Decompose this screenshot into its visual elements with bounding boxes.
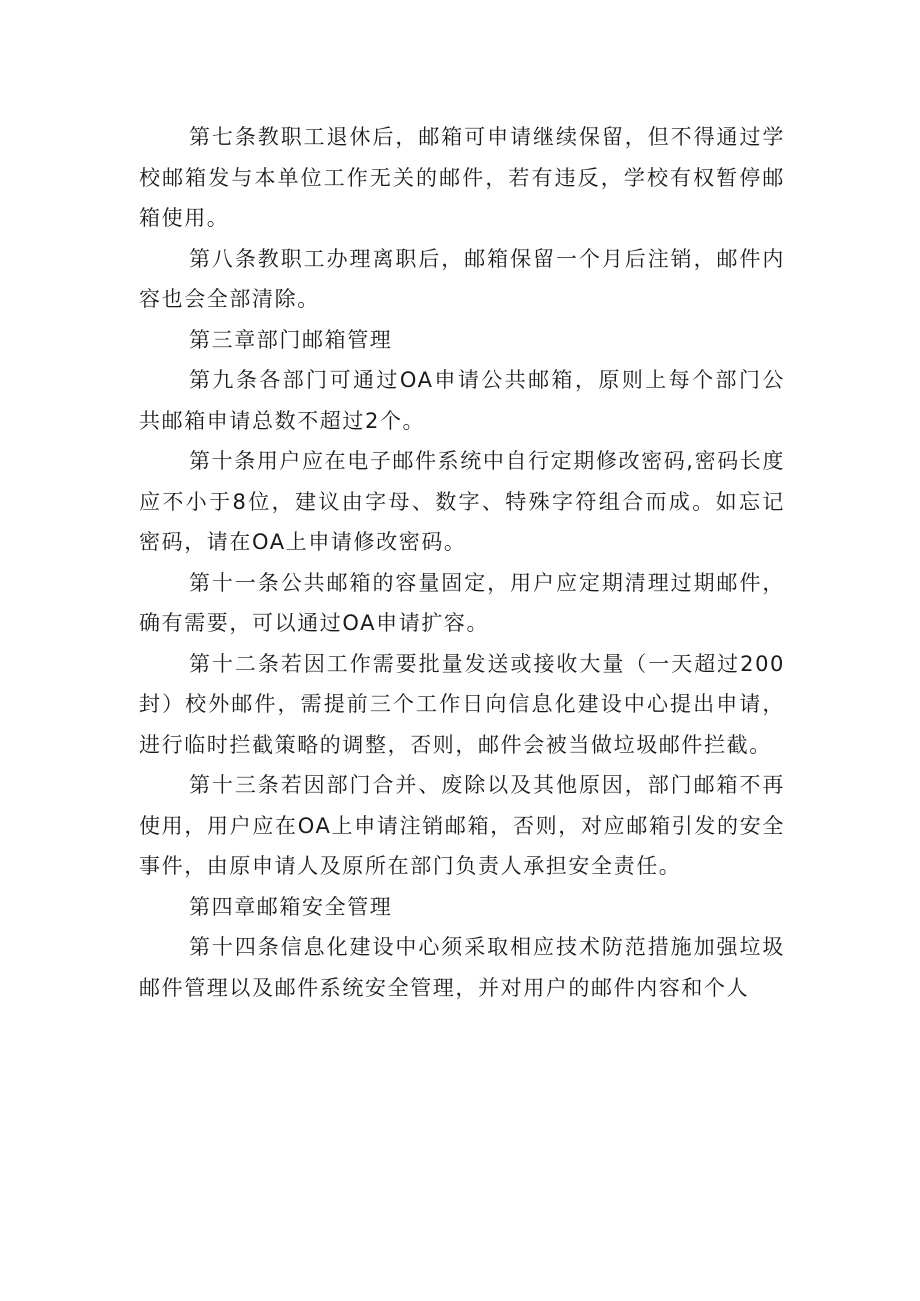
article-11-paragraph: 第十一条公共邮箱的容量固定，用户应定期清理过期邮件，确有需要，可以通过OA申请扩容。: [139, 570, 785, 635]
article-9-paragraph: 第九条各部门可通过OA申请公共邮箱，原则上每个部门公共邮箱申请总数不超过2个。: [139, 368, 785, 433]
article-8-paragraph: 第八条教职工办理离职后，邮箱保留一个月后注销，邮件内容也会全部清除。: [139, 246, 785, 311]
article-7-paragraph: 第七条教职工退休后，邮箱可申请继续保留，但不得通过学校邮箱发与本单位工作无关的邮件，若有违反，学校有权暂停邮箱使用。: [139, 125, 785, 230]
article-10-paragraph: 第十条用户应在电子邮件系统中自行定期修改密码,密码长度应不小于8位，建议由字母、数字、特殊字符组合而成。如忘记密码，请在OA上申请修改密码。: [139, 449, 785, 554]
article-13-paragraph: 第十三条若因部门合并、废除以及其他原因，部门邮箱不再使用，用户应在OA上申请注销邮箱，否则，对应邮箱引发的安全事件，由原申请人及原所在部门负责人承担安全责任。: [139, 773, 785, 878]
article-12-paragraph: 第十二条若因工作需要批量发送或接收大量（一天超过200封）校外邮件，需提前三个工作日向信息化建设中心提出申请，进行临时拦截策略的调整，否则，邮件会被当做垃圾邮件拦截。: [139, 651, 785, 757]
chapter-4-heading: 第四章邮箱安全管理: [189, 894, 393, 919]
article-14-paragraph: 第十四条信息化建设中心须采取相应技术防范措施加强垃圾邮件管理以及邮件系统安全管理，并对用户的邮件内容和个人: [139, 935, 785, 1000]
document-body: [139, 117, 785, 1008]
chapter-3-heading: 第三章部门邮箱管理: [189, 327, 393, 352]
